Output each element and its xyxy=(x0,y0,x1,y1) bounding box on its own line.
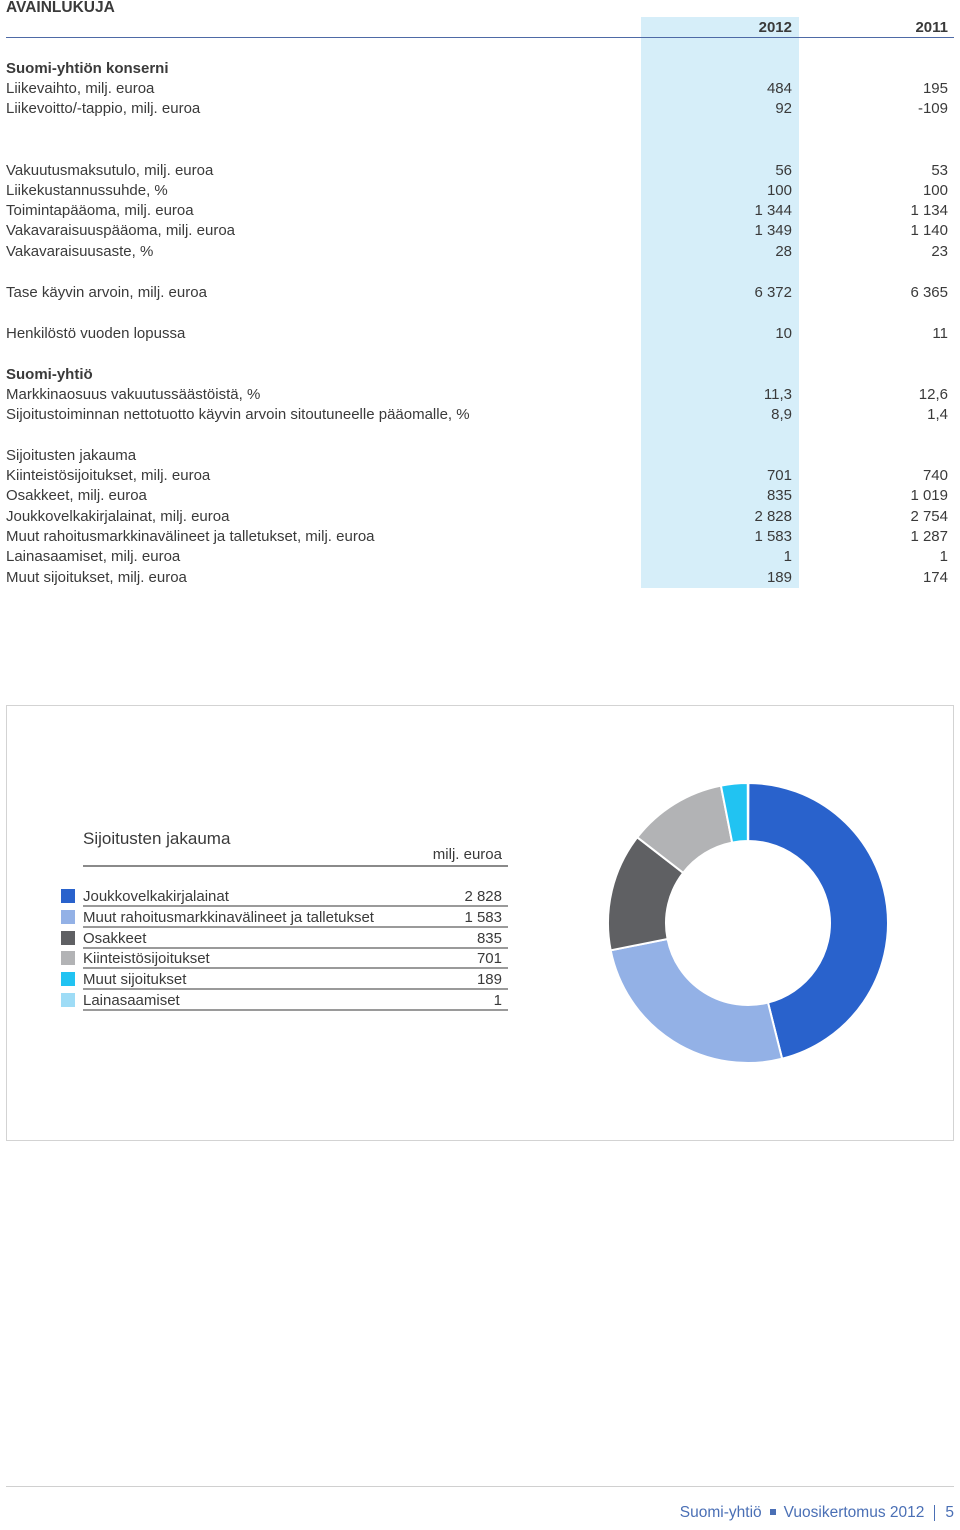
value-2011: 174 xyxy=(922,569,948,586)
value-2011: 23 xyxy=(931,243,948,260)
table-row xyxy=(6,446,950,466)
row-label: Suomi-yhtiön konserni xyxy=(6,60,169,77)
legend-label: Muut sijoitukset xyxy=(83,971,187,989)
table-row xyxy=(6,466,950,486)
legend-label: Kiinteistösijoitukset xyxy=(83,950,210,968)
legend-item xyxy=(61,949,508,970)
value-2012: 2 828 xyxy=(754,508,792,525)
legend-value: 2 828 xyxy=(464,888,502,905)
table-row xyxy=(6,201,950,221)
value-2011: 1 xyxy=(939,548,948,565)
legend-swatch xyxy=(61,889,75,903)
footer-bullet-icon xyxy=(770,1509,776,1515)
page-number: 5 xyxy=(945,1504,954,1521)
legend-underline xyxy=(83,1009,508,1011)
row-label: Sijoitustoiminnan nettotuotto käyvin arvoin sitoutuneelle pääomalle, % xyxy=(6,406,470,423)
table-row xyxy=(6,79,950,99)
table-row xyxy=(6,486,950,506)
row-label: Muut sijoitukset, milj. euroa xyxy=(6,569,187,586)
value-2012: 835 xyxy=(766,487,792,504)
table-row xyxy=(6,242,950,262)
row-label: Vakavaraisuuspääoma, milj. euroa xyxy=(6,222,236,239)
chart-title: Sijoitusten jakauma xyxy=(83,829,231,848)
footer-company: Suomi-yhtiö xyxy=(679,1504,762,1521)
chart-unit: milj. euroa xyxy=(432,846,502,863)
value-2012: 189 xyxy=(766,569,792,586)
table-row xyxy=(6,181,950,201)
value-2012: 28 xyxy=(775,243,792,260)
legend-underline xyxy=(83,947,508,949)
page-footer xyxy=(680,1504,954,1522)
legend-label: Muut rahoitusmarkkinavälineet ja talletukset xyxy=(83,908,374,926)
value-2011: 100 xyxy=(922,182,948,199)
value-2012: 484 xyxy=(766,80,792,97)
table-row xyxy=(6,324,950,344)
value-2011: 12,6 xyxy=(918,386,948,403)
value-2011: 2 754 xyxy=(910,508,948,525)
value-2011: -109 xyxy=(917,100,948,117)
legend-value: 1 xyxy=(493,992,502,1009)
table-row xyxy=(6,221,950,241)
table-row xyxy=(6,568,950,588)
row-label: Sijoitusten jakauma xyxy=(6,447,137,464)
row-label: Suomi-yhtiö xyxy=(6,366,93,383)
table-row xyxy=(6,405,950,425)
value-2012: 56 xyxy=(775,162,792,179)
footer-divider xyxy=(6,1486,954,1487)
legend-underline xyxy=(83,905,508,907)
legend-underline xyxy=(83,967,508,969)
value-2012: 1 xyxy=(783,548,792,565)
legend-label: Joukkovelkakirjalainat xyxy=(83,888,229,905)
table-row xyxy=(6,59,950,79)
value-2012: 10 xyxy=(775,325,792,342)
header-divider xyxy=(6,37,954,38)
value-2011: 1,4 xyxy=(927,406,948,423)
row-label: Vakavaraisuusaste, % xyxy=(6,243,154,260)
legend-header-divider xyxy=(83,865,508,867)
legend-swatch xyxy=(61,910,75,924)
legend-item xyxy=(61,929,508,950)
row-label: Liikevoitto/-tappio, milj. euroa xyxy=(6,100,201,117)
value-2011: 11 xyxy=(932,325,948,342)
row-label: Kiinteistösijoitukset, milj. euroa xyxy=(6,467,211,484)
value-2011: 1 134 xyxy=(910,202,948,219)
row-label: Tase käyvin arvoin, milj. euroa xyxy=(6,284,207,301)
row-label: Osakkeet, milj. euroa xyxy=(6,487,147,504)
footer-separator xyxy=(934,1505,935,1521)
row-label: Toimintapääoma, milj. euroa xyxy=(6,202,194,219)
value-2011: 195 xyxy=(922,80,948,97)
year-header-2012: 2012 xyxy=(758,19,792,36)
row-label: Joukkovelkakirjalainat, milj. euroa xyxy=(6,508,230,525)
table-row xyxy=(6,385,950,405)
legend-value: 1 583 xyxy=(464,908,502,926)
table-row xyxy=(6,283,950,303)
legend-item xyxy=(61,887,508,908)
donut-slice xyxy=(611,939,782,1063)
value-2011: 1 287 xyxy=(910,528,948,545)
row-label: Markkinaosuus vakuutussäästöistä, % xyxy=(6,386,261,403)
table-row xyxy=(6,527,950,547)
footer-report: Vuosikertomus 2012 xyxy=(783,1504,925,1521)
legend-value: 189 xyxy=(476,971,502,989)
row-label: Lainasaamiset, milj. euroa xyxy=(6,548,181,565)
legend-value: 701 xyxy=(476,950,502,968)
table-row xyxy=(6,99,950,119)
year-header-2011: 2011 xyxy=(915,19,948,36)
legend-item xyxy=(61,991,508,1012)
table-row xyxy=(6,161,950,181)
value-2012: 11,3 xyxy=(763,386,792,403)
value-2012: 701 xyxy=(766,467,792,484)
value-2011: 1 140 xyxy=(910,222,948,239)
legend-swatch xyxy=(61,972,75,986)
value-2011: 740 xyxy=(922,467,948,484)
value-2012: 1 344 xyxy=(754,202,792,219)
row-label: Henkilöstö vuoden lopussa xyxy=(6,325,186,342)
table-row xyxy=(6,365,950,385)
row-label: Muut rahoitusmarkkinavälineet ja talletukset, milj. euroa xyxy=(6,528,375,545)
row-label: Liikekustannussuhde, % xyxy=(6,182,168,199)
table-row xyxy=(6,507,950,527)
donut-slice xyxy=(748,783,749,841)
value-2012: 8,9 xyxy=(771,406,792,423)
section-title: AVAINLUKUJA xyxy=(6,0,115,16)
value-2012: 92 xyxy=(775,100,792,117)
value-2012: 100 xyxy=(766,182,792,199)
donut-chart xyxy=(600,775,900,1075)
legend-swatch xyxy=(61,993,75,1007)
row-label: Liikevaihto, milj. euroa xyxy=(6,80,155,97)
legend-value: 835 xyxy=(476,929,502,947)
legend-underline xyxy=(83,926,508,928)
legend-item xyxy=(61,970,508,991)
table-row xyxy=(6,547,950,567)
value-2011: 1 019 xyxy=(910,487,948,504)
value-2012: 1 349 xyxy=(754,222,792,239)
legend-label: Lainasaamiset xyxy=(83,992,180,1009)
legend-swatch xyxy=(61,931,75,945)
value-2012: 6 372 xyxy=(754,284,792,301)
value-2012: 1 583 xyxy=(754,528,792,545)
legend-label: Osakkeet xyxy=(83,929,147,947)
row-label: Vakuutusmaksutulo, milj. euroa xyxy=(6,162,214,179)
legend-underline xyxy=(83,988,508,990)
legend-item xyxy=(61,908,508,929)
value-2011: 6 365 xyxy=(910,284,948,301)
value-2011: 53 xyxy=(931,162,948,179)
legend-swatch xyxy=(61,951,75,965)
